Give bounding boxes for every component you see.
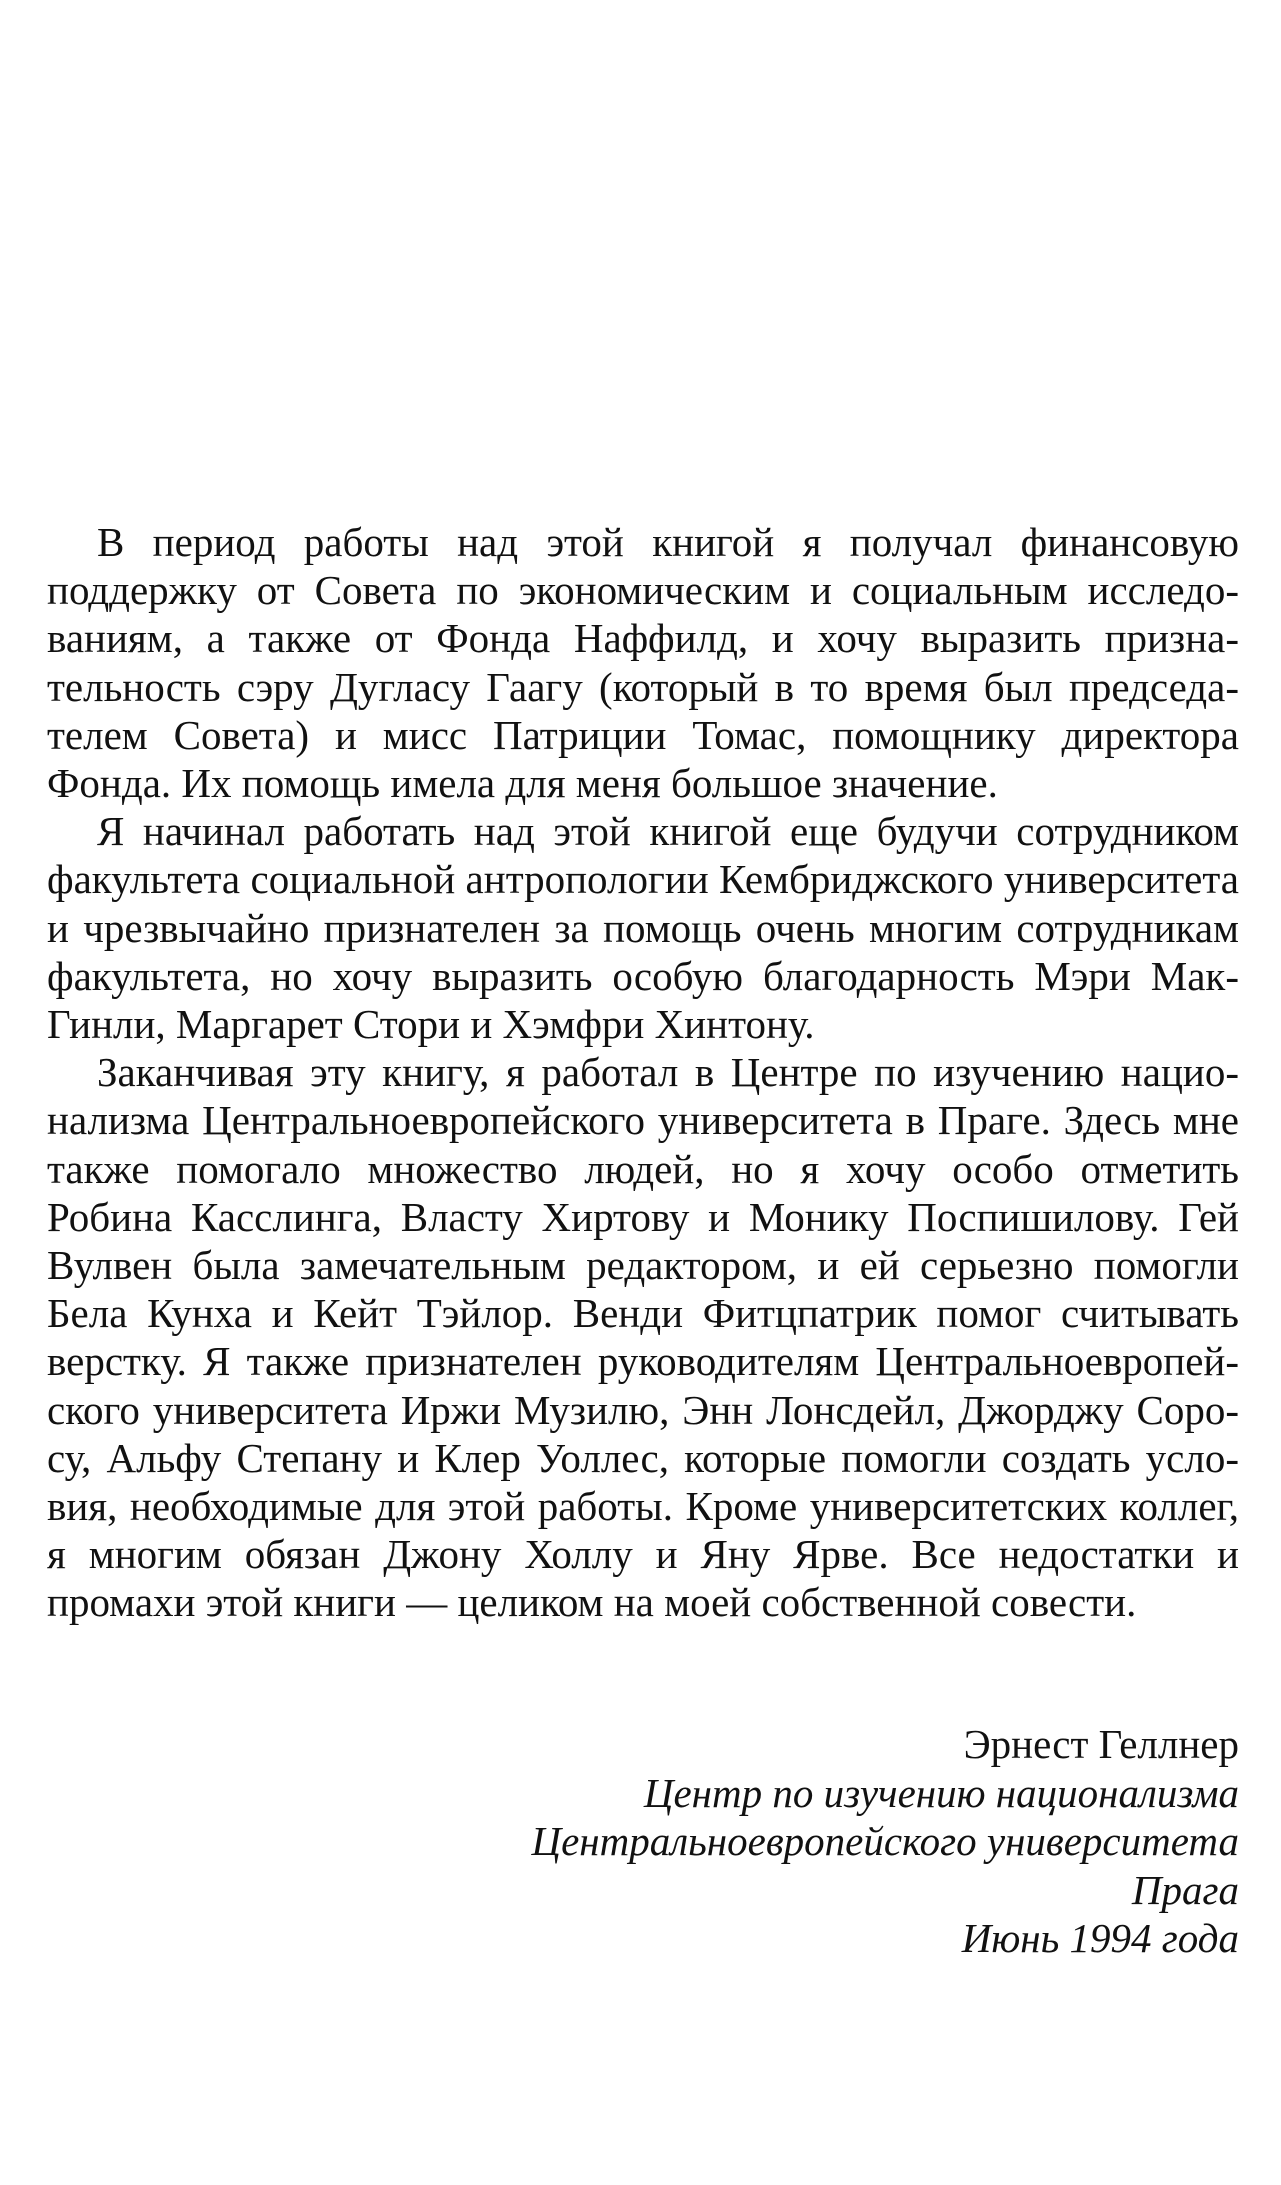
paragraph-cambridge: Я начинал работать над этой книгой еще будучи сотрудником факультета социальной антропологии Кембриджского университета и чрезвычайно признателен за помощь очень многим сотрудникам факультета, но хочу выразить особую благодарность Мэри Мак-Гинли, Маргарет Стори и Хэмфри Хинтону. bbox=[47, 808, 1239, 1048]
affiliation-university: Центральноевропейского университета bbox=[531, 1818, 1239, 1864]
affiliation-center: Центр по изучению национализма bbox=[643, 1769, 1239, 1816]
signature-city: Прага bbox=[1131, 1866, 1239, 1913]
signature-date: Июнь 1994 года bbox=[961, 1915, 1239, 1961]
signature-block bbox=[532, 1720, 1240, 1963]
text-body bbox=[47, 518, 1239, 1627]
paragraph-funding: В период работы над этой книгой я получал финансовую поддержку от Совета по экономическим и социальным исследованиям, а также от Фонда Наффилд, и хочу выразить признательность сэру Дугласу Гаагу (который в то время был председателем Совета) и мисс Патриции Томас, помощнику директора Фонда. Их помощь имела для меня большое значение. bbox=[47, 519, 1239, 807]
author-name: Эрнест Геллнер bbox=[963, 1721, 1239, 1767]
paragraph-prague: Заканчивая эту книгу, я работал в Центре по изучению национализма Центральноевропейского университета в Праге. Здесь мне также помогало множество людей, но я хочу особо отметить Робина Касслинга, Власту Хиртову и Монику Поспишилову. Гей Вулвен была замечательным редактором, и ей серьезно помогли Бела Кунха и Кейт Тэйлор. Венди Фитцпатрик помог считывать верстку. Я также признателен руководителям Центральноевропейского университета Иржи Музилю, Энн Лонсдейл, Джорджу Соросу, Альфу Степану и Клер Уоллес, которые помогли создать условия, необходимые для этой работы. Кроме университетских коллег, я многим обязан Джону Холлу и Яну Ярве. Все недостатки и промахи этой книги — целиком на моей собственной совести. bbox=[47, 1049, 1239, 1626]
